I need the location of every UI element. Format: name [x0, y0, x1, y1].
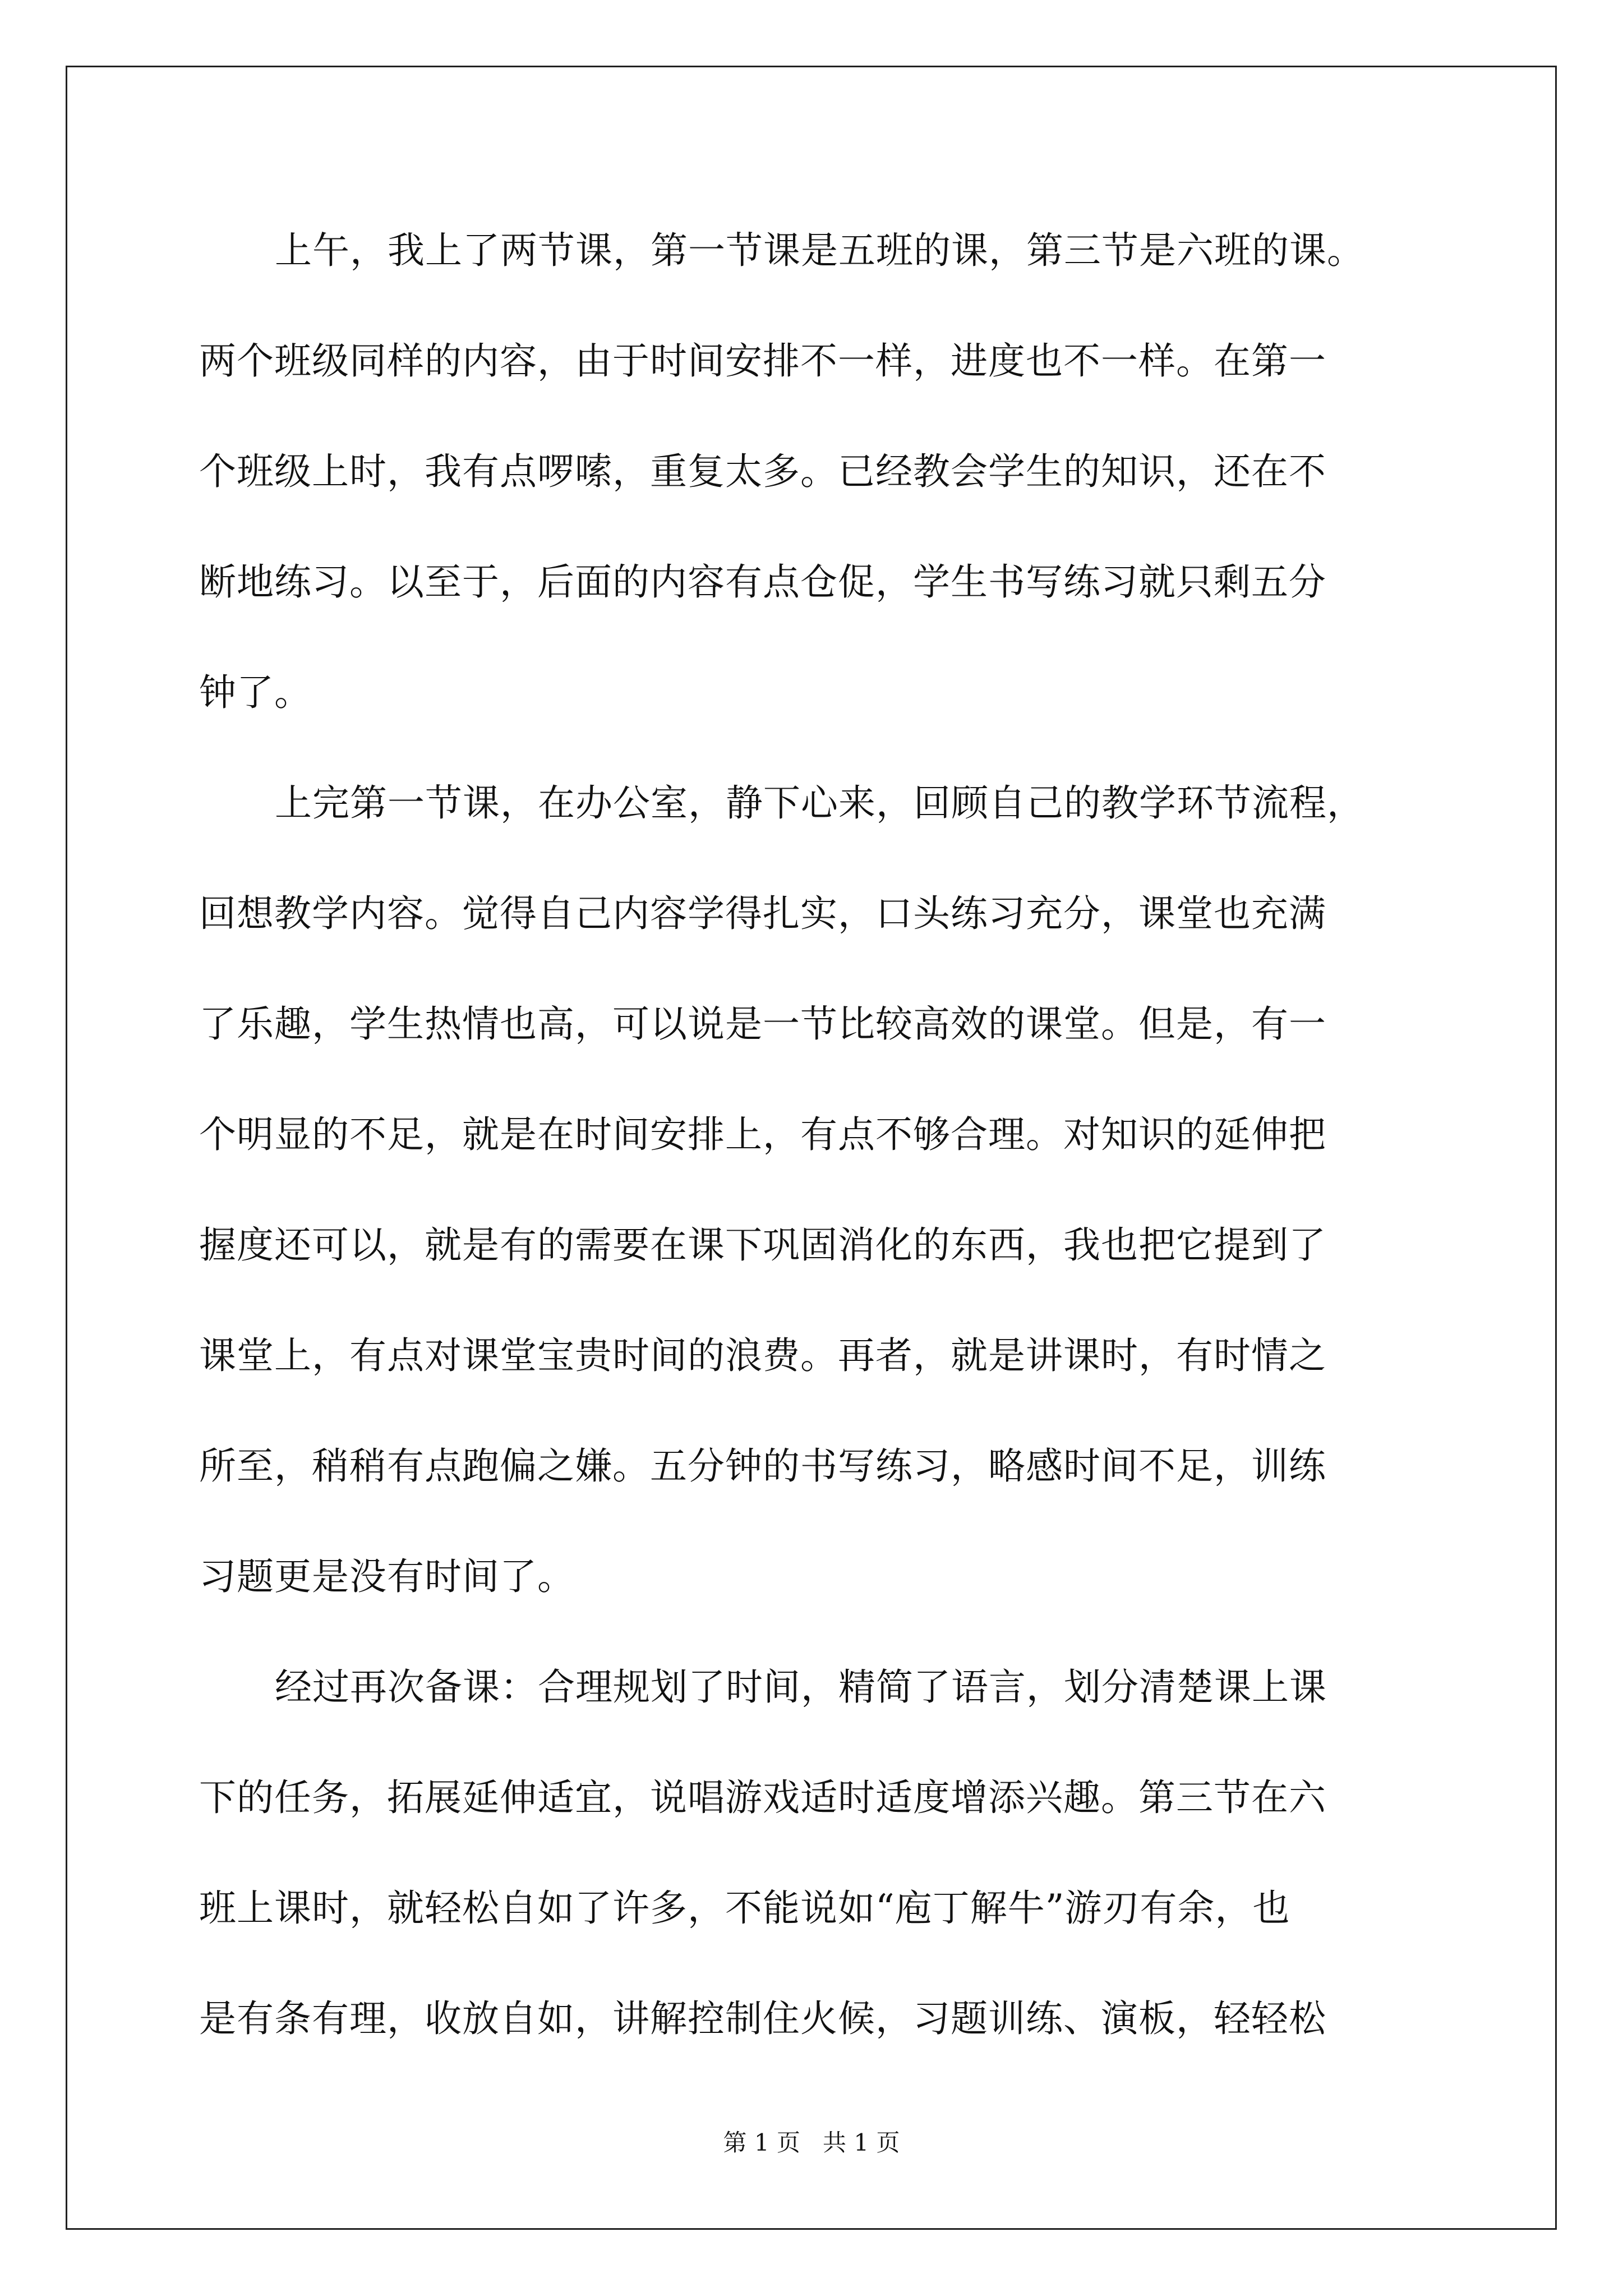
paragraph-2-line-4: 个明显的不足，就是在时间安排上，有点不够合理。对知识的延伸把: [199, 1113, 1326, 1156]
page-number-footer: 第 1 页 共 1 页: [723, 2129, 900, 2156]
paragraph-2-line-2: 回想教学内容。觉得自己内容学得扎实，口头练习充分，课堂也充满: [199, 892, 1326, 935]
paragraph-1-line-3: 个班级上时，我有点啰嗦，重复太多。已经教会学生的知识，还在不: [199, 450, 1326, 493]
paragraph-2-line-1: 上完第一节课，在办公室，静下心来，回顾自己的教学环节流程，: [275, 781, 1364, 825]
paragraph-1-line-4: 断地练习。以至于，后面的内容有点仓促，学生书写练习就只剩五分: [199, 560, 1326, 604]
paragraph-3-line-4: 是有条有理，收放自如，讲解控制住火候，习题训练、演板，轻轻松: [199, 1997, 1326, 2040]
paragraph-2-line-8: 习题更是没有时间了。: [199, 1555, 575, 1598]
paragraph-3-line-2: 下的任务，拓展延伸适宜，说唱游戏适时适度增添兴趣。第三节在六: [199, 1776, 1326, 1819]
paragraph-2-line-6: 课堂上，有点对课堂宝贵时间的浪费。再者，就是讲课时，有时情之: [199, 1334, 1326, 1377]
paragraph-3-line-1: 经过再次备课：合理规划了时间，精简了语言，划分清楚课上课: [275, 1665, 1327, 1709]
paragraph-3-line-3: 班上课时，就轻松自如了许多，不能说如“庖丁解牛”游刃有余，也: [199, 1887, 1290, 1930]
paragraph-2-line-5: 握度还可以，就是有的需要在课下巩固消化的东西，我也把它提到了: [199, 1223, 1326, 1267]
paragraph-1-line-2: 两个班级同样的内容，由于时间安排不一样，进度也不一样。在第一: [199, 339, 1326, 383]
paragraph-2-line-7: 所至，稍稍有点跑偏之嫌。五分钟的书写练习，略感时间不足，训练: [199, 1444, 1326, 1488]
paragraph-2-line-3: 了乐趣，学生热情也高，可以说是一节比较高效的课堂。但是，有一: [199, 1002, 1326, 1046]
paragraph-1-line-1: 上午，我上了两节课，第一节课是五班的课，第三节是六班的课。: [275, 229, 1364, 272]
paragraph-1-line-5: 钟了。: [199, 671, 312, 714]
